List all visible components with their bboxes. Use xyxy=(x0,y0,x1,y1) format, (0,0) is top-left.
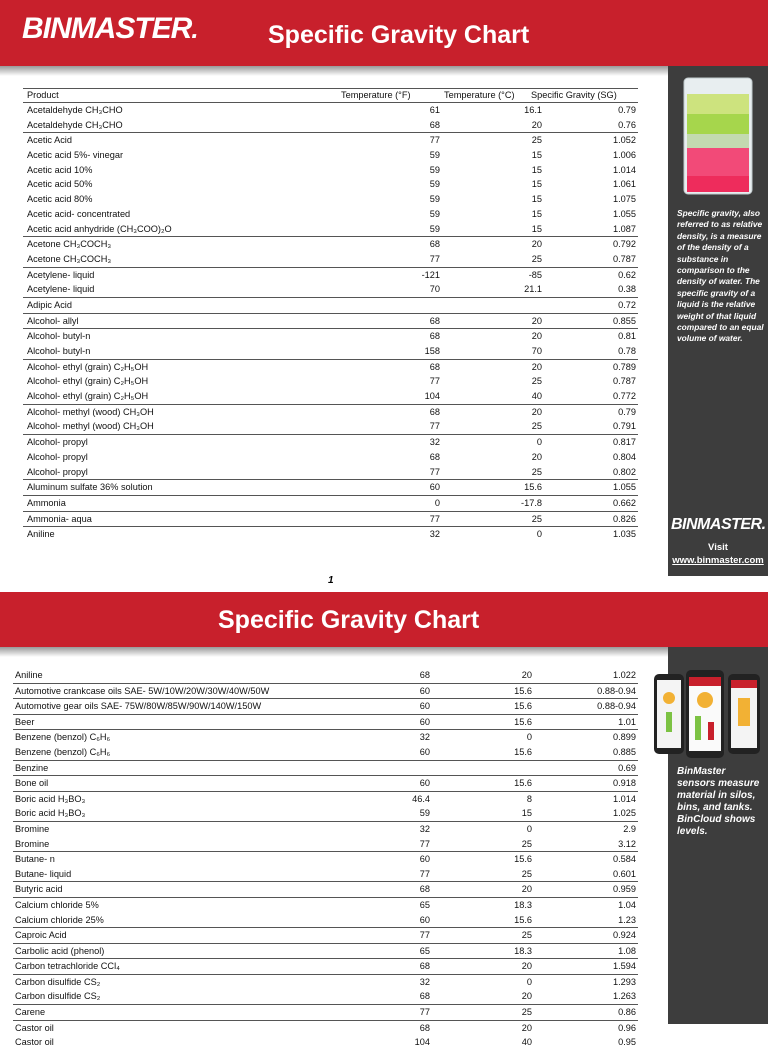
temp-c-cell: 15.6 xyxy=(514,914,532,925)
product-cell: Benzine xyxy=(15,762,49,773)
table-row xyxy=(13,958,638,974)
table-header-row xyxy=(23,88,638,103)
temp-c-cell: 25 xyxy=(531,466,542,477)
table-row xyxy=(13,943,638,959)
sg-cell: 0.584 xyxy=(613,854,636,865)
column-header-temp-c: Temperature (°C) xyxy=(444,90,515,100)
sg-cell: 0.86 xyxy=(618,1007,636,1018)
page1-title: Specific Gravity Chart xyxy=(268,21,530,49)
temp-c-cell: 15.6 xyxy=(514,746,532,757)
product-cell: Aluminum sulfate 36% solution xyxy=(27,482,153,493)
sg-cell: 0.792 xyxy=(613,239,636,250)
product-cell: Acetic acid 5%- vinegar xyxy=(27,150,124,161)
sg-cell: 1.293 xyxy=(613,976,636,987)
sg-cell: 0.826 xyxy=(613,513,636,524)
sg-cell: 1.594 xyxy=(613,961,636,972)
sg-cell: 0.899 xyxy=(613,732,636,743)
sg-cell: 0.787 xyxy=(613,253,636,264)
column-header-temp-f: Temperature (°F) xyxy=(341,90,411,100)
sg-cell: 0.81 xyxy=(618,331,636,342)
temp-c-cell: 20 xyxy=(531,119,542,130)
temp-c-cell: 70 xyxy=(531,346,542,356)
product-cell: Carbon disulfide CS₂ xyxy=(15,991,101,1002)
temp-f-cell: 104 xyxy=(424,391,440,402)
product-cell: Carene xyxy=(15,1007,46,1018)
temp-c-cell: 0 xyxy=(526,823,532,834)
temp-c-cell: 40 xyxy=(531,391,542,402)
sg-cell: 0.662 xyxy=(613,497,636,508)
temp-c-cell: 15.6 xyxy=(514,854,532,865)
sg-cell: 0.802 xyxy=(613,466,636,477)
temp-c-cell: 15.6 xyxy=(514,685,532,696)
product-cell: Aniline xyxy=(15,670,43,680)
temp-f-cell: 158 xyxy=(424,346,440,356)
sg-cell: 1.04 xyxy=(618,899,636,910)
temp-c-cell: 18.3 xyxy=(514,899,532,910)
temp-f-cell: 77 xyxy=(429,253,440,264)
product-cell: Butane- liquid xyxy=(15,868,72,879)
temp-c-cell: 15.6 xyxy=(524,482,542,493)
table-row xyxy=(23,526,638,542)
temp-c-cell: 25 xyxy=(531,135,542,146)
specific-gravity-description: Specific gravity, also referred to as relative density, is a measure of the density of a substance in comparison to the density of water. The specific gravity of a liquid is the relative weight of that liquid compared to an equal volume of water. xyxy=(677,208,764,344)
temp-c-cell: 15 xyxy=(531,208,542,219)
sg-cell: 0.78 xyxy=(618,346,636,356)
temp-f-cell: 104 xyxy=(414,1037,430,1048)
product-cell: Acetic acid- concentrated xyxy=(27,208,131,219)
temp-c-cell: 20 xyxy=(531,361,542,372)
temp-f-cell: 68 xyxy=(419,961,430,972)
sg-cell: 0.88-0.94 xyxy=(597,685,636,696)
temp-f-cell: 32 xyxy=(419,823,430,834)
temp-f-cell: 59 xyxy=(419,808,430,819)
sg-cell: 0.72 xyxy=(618,299,636,310)
product-cell: Alcohol- ethyl (grain) C₂H₅OH xyxy=(27,361,149,372)
sg-cell: 1.025 xyxy=(613,808,636,819)
sg-cell: 1.014 xyxy=(613,164,636,175)
page2-title: Specific Gravity Chart xyxy=(218,606,480,634)
table-row xyxy=(23,297,638,313)
product-cell: Alcohol- butyl-n xyxy=(27,331,91,342)
table-row xyxy=(13,974,638,990)
sg-cell: 1.075 xyxy=(613,194,636,205)
sg-cell: 0.804 xyxy=(613,451,636,462)
sg-cell: 0.79 xyxy=(618,406,636,417)
table-row xyxy=(13,881,638,897)
table-row xyxy=(23,328,638,344)
sg-cell: 0.62 xyxy=(618,269,636,280)
temp-c-cell: 0 xyxy=(526,976,532,987)
sg-cell: 0.69 xyxy=(618,762,636,773)
temp-f-cell: 46.4 xyxy=(412,793,430,804)
temp-f-cell: 68 xyxy=(429,451,440,462)
product-cell: Alcohol- ethyl (grain) C₂H₅OH xyxy=(27,391,149,402)
temp-f-cell: -121 xyxy=(421,269,440,280)
table-row xyxy=(23,282,638,297)
product-cell: Castor oil xyxy=(15,1037,54,1048)
temp-c-cell: 15.6 xyxy=(514,778,532,789)
product-cell: Ammonia xyxy=(27,497,66,508)
sg-cell: 1.055 xyxy=(613,482,636,493)
table-row xyxy=(13,683,638,699)
temp-c-cell: 21.1 xyxy=(524,284,542,295)
logo-mark: . xyxy=(191,14,198,44)
table-row xyxy=(23,192,638,207)
product-cell: Acetic acid 50% xyxy=(27,179,93,190)
table-row xyxy=(23,132,638,148)
table-row xyxy=(23,118,638,133)
temp-c-cell: 20 xyxy=(531,406,542,417)
temp-f-cell: 32 xyxy=(419,976,430,987)
temp-c-cell: 25 xyxy=(521,838,532,849)
table-row xyxy=(13,837,638,852)
table-row xyxy=(23,374,638,389)
temp-f-cell: 77 xyxy=(419,868,430,879)
table-row xyxy=(23,419,638,434)
table-row xyxy=(23,450,638,465)
temp-f-cell: 68 xyxy=(419,884,430,895)
temp-f-cell: 65 xyxy=(419,899,430,910)
temp-f-cell: 59 xyxy=(429,194,440,205)
table-row xyxy=(13,698,638,714)
temp-c-cell: 25 xyxy=(521,1007,532,1018)
sg-cell: 0.959 xyxy=(613,884,636,895)
website-link[interactable]: www.binmaster.com xyxy=(672,555,764,566)
sg-cell: 0.79 xyxy=(618,105,636,115)
temp-f-cell: 68 xyxy=(429,239,440,250)
temp-f-cell: 77 xyxy=(429,513,440,524)
temp-f-cell: 77 xyxy=(419,838,430,849)
temp-f-cell: 60 xyxy=(419,685,430,696)
product-cell: Acetylene- liquid xyxy=(27,269,95,280)
sg-cell: 1.01 xyxy=(618,716,636,727)
temp-c-cell: 20 xyxy=(531,451,542,462)
product-cell: Alcohol- methyl (wood) CH₃OH xyxy=(27,421,154,432)
visit-label: Visit xyxy=(708,542,728,553)
table-row xyxy=(13,729,638,745)
table-row xyxy=(23,163,638,178)
beaker-image xyxy=(680,76,756,196)
table-row xyxy=(13,714,638,730)
table-row xyxy=(23,495,638,511)
table-row xyxy=(13,745,638,760)
table-row xyxy=(13,760,638,776)
sidebar-binmaster-logo[interactable]: BINMASTER. xyxy=(671,516,766,533)
product-cell: Alcohol- methyl (wood) CH₃OH xyxy=(27,406,154,417)
product-cell: Acetaldehyde CH₃CHO xyxy=(27,105,123,115)
temp-f-cell: 59 xyxy=(429,208,440,219)
table-row xyxy=(13,927,638,943)
sg-cell: 0.95 xyxy=(618,1037,636,1048)
sg-cell: 0.38 xyxy=(618,284,636,295)
logo-text: BINMASTER xyxy=(22,12,192,45)
table-row xyxy=(23,313,638,329)
temp-f-cell: 68 xyxy=(419,670,430,680)
temp-f-cell: 77 xyxy=(419,1007,430,1018)
temp-c-cell: 20 xyxy=(531,331,542,342)
temp-f-cell: 60 xyxy=(419,778,430,789)
sg-cell: 1.055 xyxy=(613,208,636,219)
header-shadow xyxy=(0,66,768,76)
temp-f-cell: 68 xyxy=(429,119,440,130)
temp-f-cell: 77 xyxy=(429,466,440,477)
sg-cell: 3.12 xyxy=(618,838,636,849)
product-cell: Automotive crankcase oils SAE- 5W/10W/20W/30W/40W/50W xyxy=(15,685,270,696)
temp-f-cell: 59 xyxy=(429,164,440,175)
product-cell: Alcohol- propyl xyxy=(27,437,88,448)
product-cell: Adipic Acid xyxy=(27,299,72,310)
product-cell: Calcium chloride 25% xyxy=(15,914,104,925)
sg-cell: 0.791 xyxy=(613,421,636,432)
product-cell: Bone oil xyxy=(15,778,49,789)
product-cell: Alcohol- propyl xyxy=(27,451,88,462)
sg-cell: 0.924 xyxy=(613,930,636,941)
temp-f-cell: 60 xyxy=(419,701,430,712)
column-header-sg: Specific Gravity (SG) xyxy=(531,90,617,100)
temp-f-cell: 68 xyxy=(419,1022,430,1033)
table-row xyxy=(23,511,638,527)
temp-f-cell: 68 xyxy=(429,406,440,417)
table-row xyxy=(23,434,638,450)
product-cell: Acetylene- liquid xyxy=(27,284,95,295)
table-row xyxy=(13,867,638,882)
product-cell: Acetic acid 10% xyxy=(27,164,93,175)
temp-f-cell: 59 xyxy=(429,179,440,190)
table-row xyxy=(13,1004,638,1020)
table-row xyxy=(23,479,638,495)
product-cell: Beer xyxy=(15,716,35,727)
table-row xyxy=(13,913,638,928)
sg-cell: 2.9 xyxy=(623,823,636,834)
table-row xyxy=(23,148,638,163)
temp-c-cell: 18.3 xyxy=(514,945,532,956)
product-cell: Acetaldehyde CH₃CHO xyxy=(27,119,123,130)
temp-c-cell: 15 xyxy=(531,164,542,175)
table-row xyxy=(13,1020,638,1036)
temp-f-cell: 32 xyxy=(419,732,430,743)
product-cell: Acetic Acid xyxy=(27,135,72,146)
product-cell: Carbolic acid (phenol) xyxy=(15,945,105,956)
product-cell: Benzene (benzol) C₆H₆ xyxy=(15,732,111,743)
table-row xyxy=(13,821,638,837)
temp-c-cell: 15 xyxy=(531,179,542,190)
product-cell: Calcium chloride 5% xyxy=(15,899,99,910)
table-row xyxy=(23,103,638,118)
temp-c-cell: 15 xyxy=(521,808,532,819)
product-cell: Butane- n xyxy=(15,854,55,865)
binmaster-sensors-text: BinMaster sensors measure material in silos, bins, and tanks. BinCloud shows levels. xyxy=(677,766,760,837)
temp-f-cell: 60 xyxy=(429,482,440,493)
table-row xyxy=(23,465,638,480)
product-cell: Automotive gear oils SAE- 75W/80W/85W/90W/140W/150W xyxy=(15,701,262,712)
specific-gravity-table-page1 xyxy=(23,88,638,542)
sg-cell: 1.052 xyxy=(613,135,636,146)
temp-c-cell: 20 xyxy=(521,1022,532,1033)
table-row xyxy=(13,1035,638,1050)
phones-image xyxy=(652,668,764,760)
product-cell: Acetic acid 80% xyxy=(27,194,93,205)
product-cell: Butyric acid xyxy=(15,884,63,895)
temp-c-cell: 15.6 xyxy=(514,701,532,712)
product-cell: Bromine xyxy=(15,838,50,849)
temp-c-cell: 0 xyxy=(536,437,542,448)
temp-c-cell: 25 xyxy=(521,930,532,941)
product-cell: Benzene (benzol) C₆H₆ xyxy=(15,746,111,757)
temp-f-cell: 59 xyxy=(429,150,440,161)
sg-cell: 0.88-0.94 xyxy=(597,701,636,712)
product-cell: Alcohol- allyl xyxy=(27,315,79,326)
temp-f-cell: 77 xyxy=(429,421,440,432)
temp-f-cell: 70 xyxy=(429,284,440,295)
sg-cell: 0.601 xyxy=(613,868,636,879)
table-row xyxy=(23,267,638,283)
specific-gravity-table-page2 xyxy=(13,668,638,1050)
temp-c-cell: 20 xyxy=(521,670,532,680)
sg-cell: 0.787 xyxy=(613,376,636,387)
product-cell: Acetic acid anhydride (CH₃COO)₂O xyxy=(27,223,172,234)
sg-cell: 0.772 xyxy=(613,391,636,402)
table-row xyxy=(23,252,638,267)
temp-c-cell: 20 xyxy=(521,991,532,1002)
product-cell: Carbon tetrachloride CCl₄ xyxy=(15,961,120,972)
temp-f-cell: 68 xyxy=(429,361,440,372)
temp-c-cell: 25 xyxy=(531,376,542,387)
sg-cell: 1.23 xyxy=(618,914,636,925)
sg-cell: 0.789 xyxy=(613,361,636,372)
temp-f-cell: 68 xyxy=(419,991,430,1002)
temp-f-cell: 32 xyxy=(429,437,440,448)
sg-cell: 0.96 xyxy=(618,1022,636,1033)
sg-cell: 1.022 xyxy=(613,670,636,680)
temp-f-cell: 60 xyxy=(419,914,430,925)
temp-c-cell: 25 xyxy=(531,253,542,264)
product-cell: Acetone CH₃COCH₃ xyxy=(27,239,112,250)
product-cell: Acetone CH₃COCH₃ xyxy=(27,253,112,264)
temp-f-cell: 77 xyxy=(419,930,430,941)
table-row xyxy=(23,344,638,359)
product-cell: Castor oil xyxy=(15,1022,54,1033)
temp-f-cell: 32 xyxy=(429,529,440,540)
temp-c-cell: 15 xyxy=(531,194,542,205)
product-cell: Caproic Acid xyxy=(15,930,67,941)
table-row xyxy=(13,668,638,683)
table-row xyxy=(13,851,638,867)
sg-cell: 0.885 xyxy=(613,746,636,757)
temp-f-cell: 60 xyxy=(419,716,430,727)
product-cell: Bromine xyxy=(15,823,50,834)
temp-c-cell: 20 xyxy=(521,961,532,972)
temp-f-cell: 61 xyxy=(429,105,440,115)
sg-cell: 0.817 xyxy=(613,437,636,448)
page-number: 1 xyxy=(328,575,334,586)
temp-c-cell: 25 xyxy=(531,513,542,524)
temp-f-cell: 77 xyxy=(429,376,440,387)
table-row xyxy=(13,775,638,791)
temp-f-cell: 68 xyxy=(429,331,440,342)
table-row xyxy=(23,236,638,252)
sg-cell: 1.263 xyxy=(613,991,636,1002)
sg-cell: 1.035 xyxy=(613,529,636,540)
sg-cell: 0.76 xyxy=(618,119,636,130)
temp-f-cell: 68 xyxy=(429,315,440,326)
sg-cell: 1.087 xyxy=(613,223,636,234)
table-row xyxy=(13,791,638,807)
sg-cell: 1.006 xyxy=(613,150,636,161)
temp-c-cell: 15 xyxy=(531,150,542,161)
sg-cell: 0.918 xyxy=(613,778,636,789)
temp-c-cell: 16.1 xyxy=(524,105,542,115)
product-cell: Ammonia- aqua xyxy=(27,513,92,524)
temp-c-cell: 25 xyxy=(531,421,542,432)
temp-f-cell: 77 xyxy=(429,135,440,146)
table-row xyxy=(23,207,638,222)
table-row xyxy=(23,359,638,375)
temp-f-cell: 0 xyxy=(434,497,440,508)
visit-block xyxy=(668,541,768,567)
product-cell: Alcohol- ethyl (grain) C₂H₅OH xyxy=(27,376,149,387)
temp-c-cell: 8 xyxy=(526,793,532,804)
temp-c-cell: 20 xyxy=(531,239,542,250)
table-row xyxy=(23,404,638,420)
temp-f-cell: 60 xyxy=(419,854,430,865)
column-header-product: Product xyxy=(27,90,59,100)
table-row xyxy=(13,989,638,1004)
temp-c-cell: -17.8 xyxy=(521,497,542,508)
product-cell: Alcohol- butyl-n xyxy=(27,346,91,356)
table-row xyxy=(23,222,638,237)
sg-cell: 0.855 xyxy=(613,315,636,326)
temp-c-cell: 25 xyxy=(521,868,532,879)
product-cell: Aniline xyxy=(27,529,55,540)
product-cell: Boric acid H₃BO₃ xyxy=(15,808,86,819)
temp-c-cell: -85 xyxy=(528,269,542,280)
temp-c-cell: 15 xyxy=(531,223,542,234)
temp-f-cell: 60 xyxy=(419,746,430,757)
temp-c-cell: 0 xyxy=(526,732,532,743)
temp-f-cell: 59 xyxy=(429,223,440,234)
sg-cell: 1.014 xyxy=(613,793,636,804)
table-row xyxy=(13,806,638,821)
header-shadow xyxy=(0,647,768,657)
sg-cell: 1.061 xyxy=(613,179,636,190)
sg-cell: 1.08 xyxy=(618,945,636,956)
product-cell: Carbon disulfide CS₂ xyxy=(15,976,101,987)
table-row xyxy=(23,177,638,192)
temp-c-cell: 15.6 xyxy=(514,716,532,727)
table-row xyxy=(23,389,638,404)
temp-c-cell: 0 xyxy=(536,529,542,540)
temp-c-cell: 20 xyxy=(531,315,542,326)
product-cell: Boric acid H₃BO₃ xyxy=(15,793,86,804)
temp-c-cell: 20 xyxy=(521,884,532,895)
temp-c-cell: 40 xyxy=(521,1037,532,1048)
temp-f-cell: 65 xyxy=(419,945,430,956)
table-row xyxy=(13,897,638,913)
product-cell: Alcohol- propyl xyxy=(27,466,88,477)
binmaster-logo[interactable] xyxy=(22,12,198,46)
